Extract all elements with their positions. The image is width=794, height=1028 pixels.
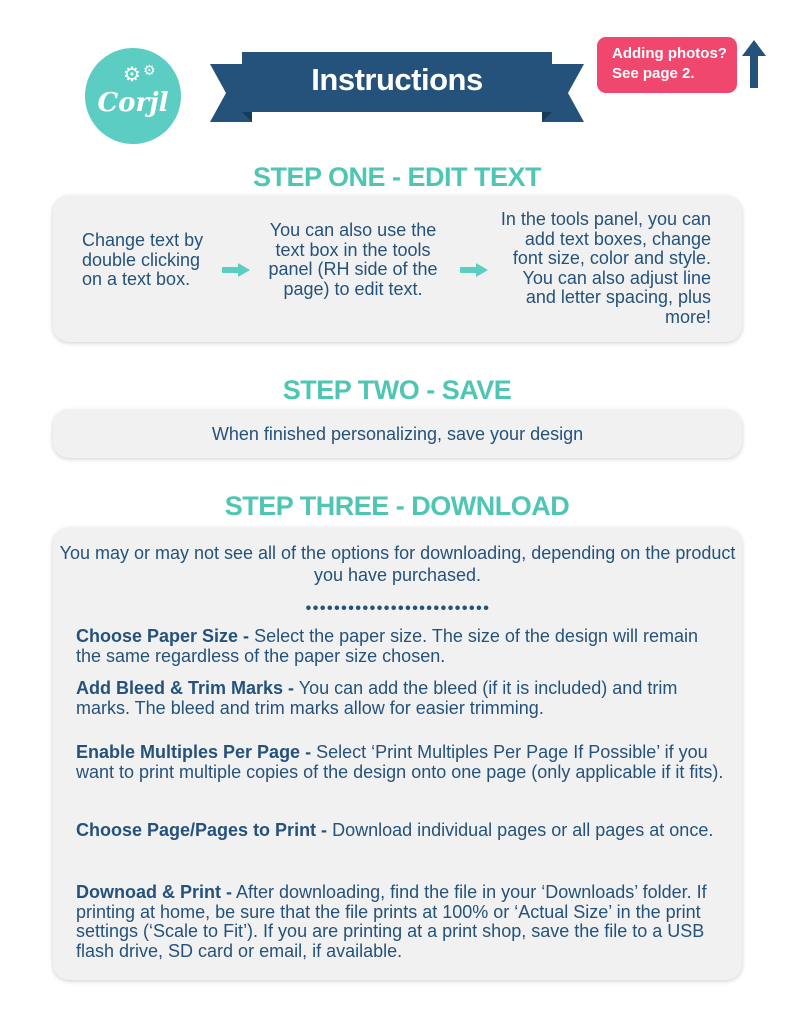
option-text: After downloading, find the file in your ‘Downloads’ folder. If printing at home, be sure that the file prints at 100% or ‘Actual Size’ in the print settings (‘Scale to Fit’). If you are printing at a print shop, save the file to a USB flash drive, SD card or email, if available. — [76, 882, 707, 961]
gear-icon: ⚙ — [123, 62, 141, 86]
photo-note-badge — [597, 37, 737, 93]
option-text: You can add the bleed (if it is included) and trim marks. The bleed and trim marks allow for easier trimming. — [76, 678, 678, 718]
step-three-card — [53, 528, 742, 980]
step-two-text: When finished personalizing, save your design — [211, 424, 584, 444]
photo-note-line: See page 2. — [612, 65, 695, 82]
step-three-heading: STEP THREE - DOWNLOAD — [224, 491, 570, 521]
gear-icon: ⚙ — [143, 63, 156, 79]
step-one-col-2: You can also use the text box in the tools panel (RH side of the page) to edit text. — [268, 220, 438, 299]
up-arrow-icon — [741, 40, 767, 88]
option-text: Select ‘Print Multiples Per Page If Possible’ if you want to print multiple copies of the design onto one page (only applicable if it fits). — [76, 742, 724, 782]
option-title: Choose Paper Size - — [76, 626, 250, 646]
page-title: Instructions — [311, 62, 483, 97]
step-one-col-3: In the tools panel, you can add text boxes, change font size, color and style. You can also adjust line and letter spacing, plus more! — [500, 209, 711, 327]
option-download-print — [76, 883, 726, 961]
option-pages — [76, 821, 726, 841]
step-three-intro: You may or may not see all of the options for downloading, depending on the product you have purchased. — [59, 543, 736, 585]
step-one-card — [53, 196, 742, 342]
option-paper-size — [76, 627, 726, 666]
option-title: Choose Page/Pages to Print - — [76, 820, 328, 840]
step-one-col-1: Change text by double clicking on a text box. — [82, 230, 204, 289]
right-arrow-icon — [460, 263, 488, 277]
right-arrow-icon — [222, 263, 250, 277]
option-title: Downoad & Print - — [76, 882, 232, 902]
option-multiples — [76, 743, 726, 782]
step-two-card — [53, 410, 742, 458]
title-banner — [210, 50, 584, 126]
option-title: Add Bleed & Trim Marks - — [76, 678, 295, 698]
step-two-heading: STEP TWO - SAVE — [282, 375, 512, 405]
option-bleed-trim — [76, 679, 726, 718]
dotted-divider: •••••••••••••••••••••••••• — [305, 600, 491, 617]
photo-note-line: Adding photos? — [612, 45, 727, 62]
option-text: Select the paper size. The size of the design will remain the same regardless of the paper size chosen. — [76, 626, 698, 666]
step-one-heading: STEP ONE - EDIT TEXT — [252, 162, 542, 192]
corjl-logo — [85, 48, 181, 144]
logo-text: Corjl — [97, 88, 169, 118]
option-text: Download individual pages or all pages at once. — [332, 820, 714, 840]
option-title: Enable Multiples Per Page - — [76, 742, 312, 762]
